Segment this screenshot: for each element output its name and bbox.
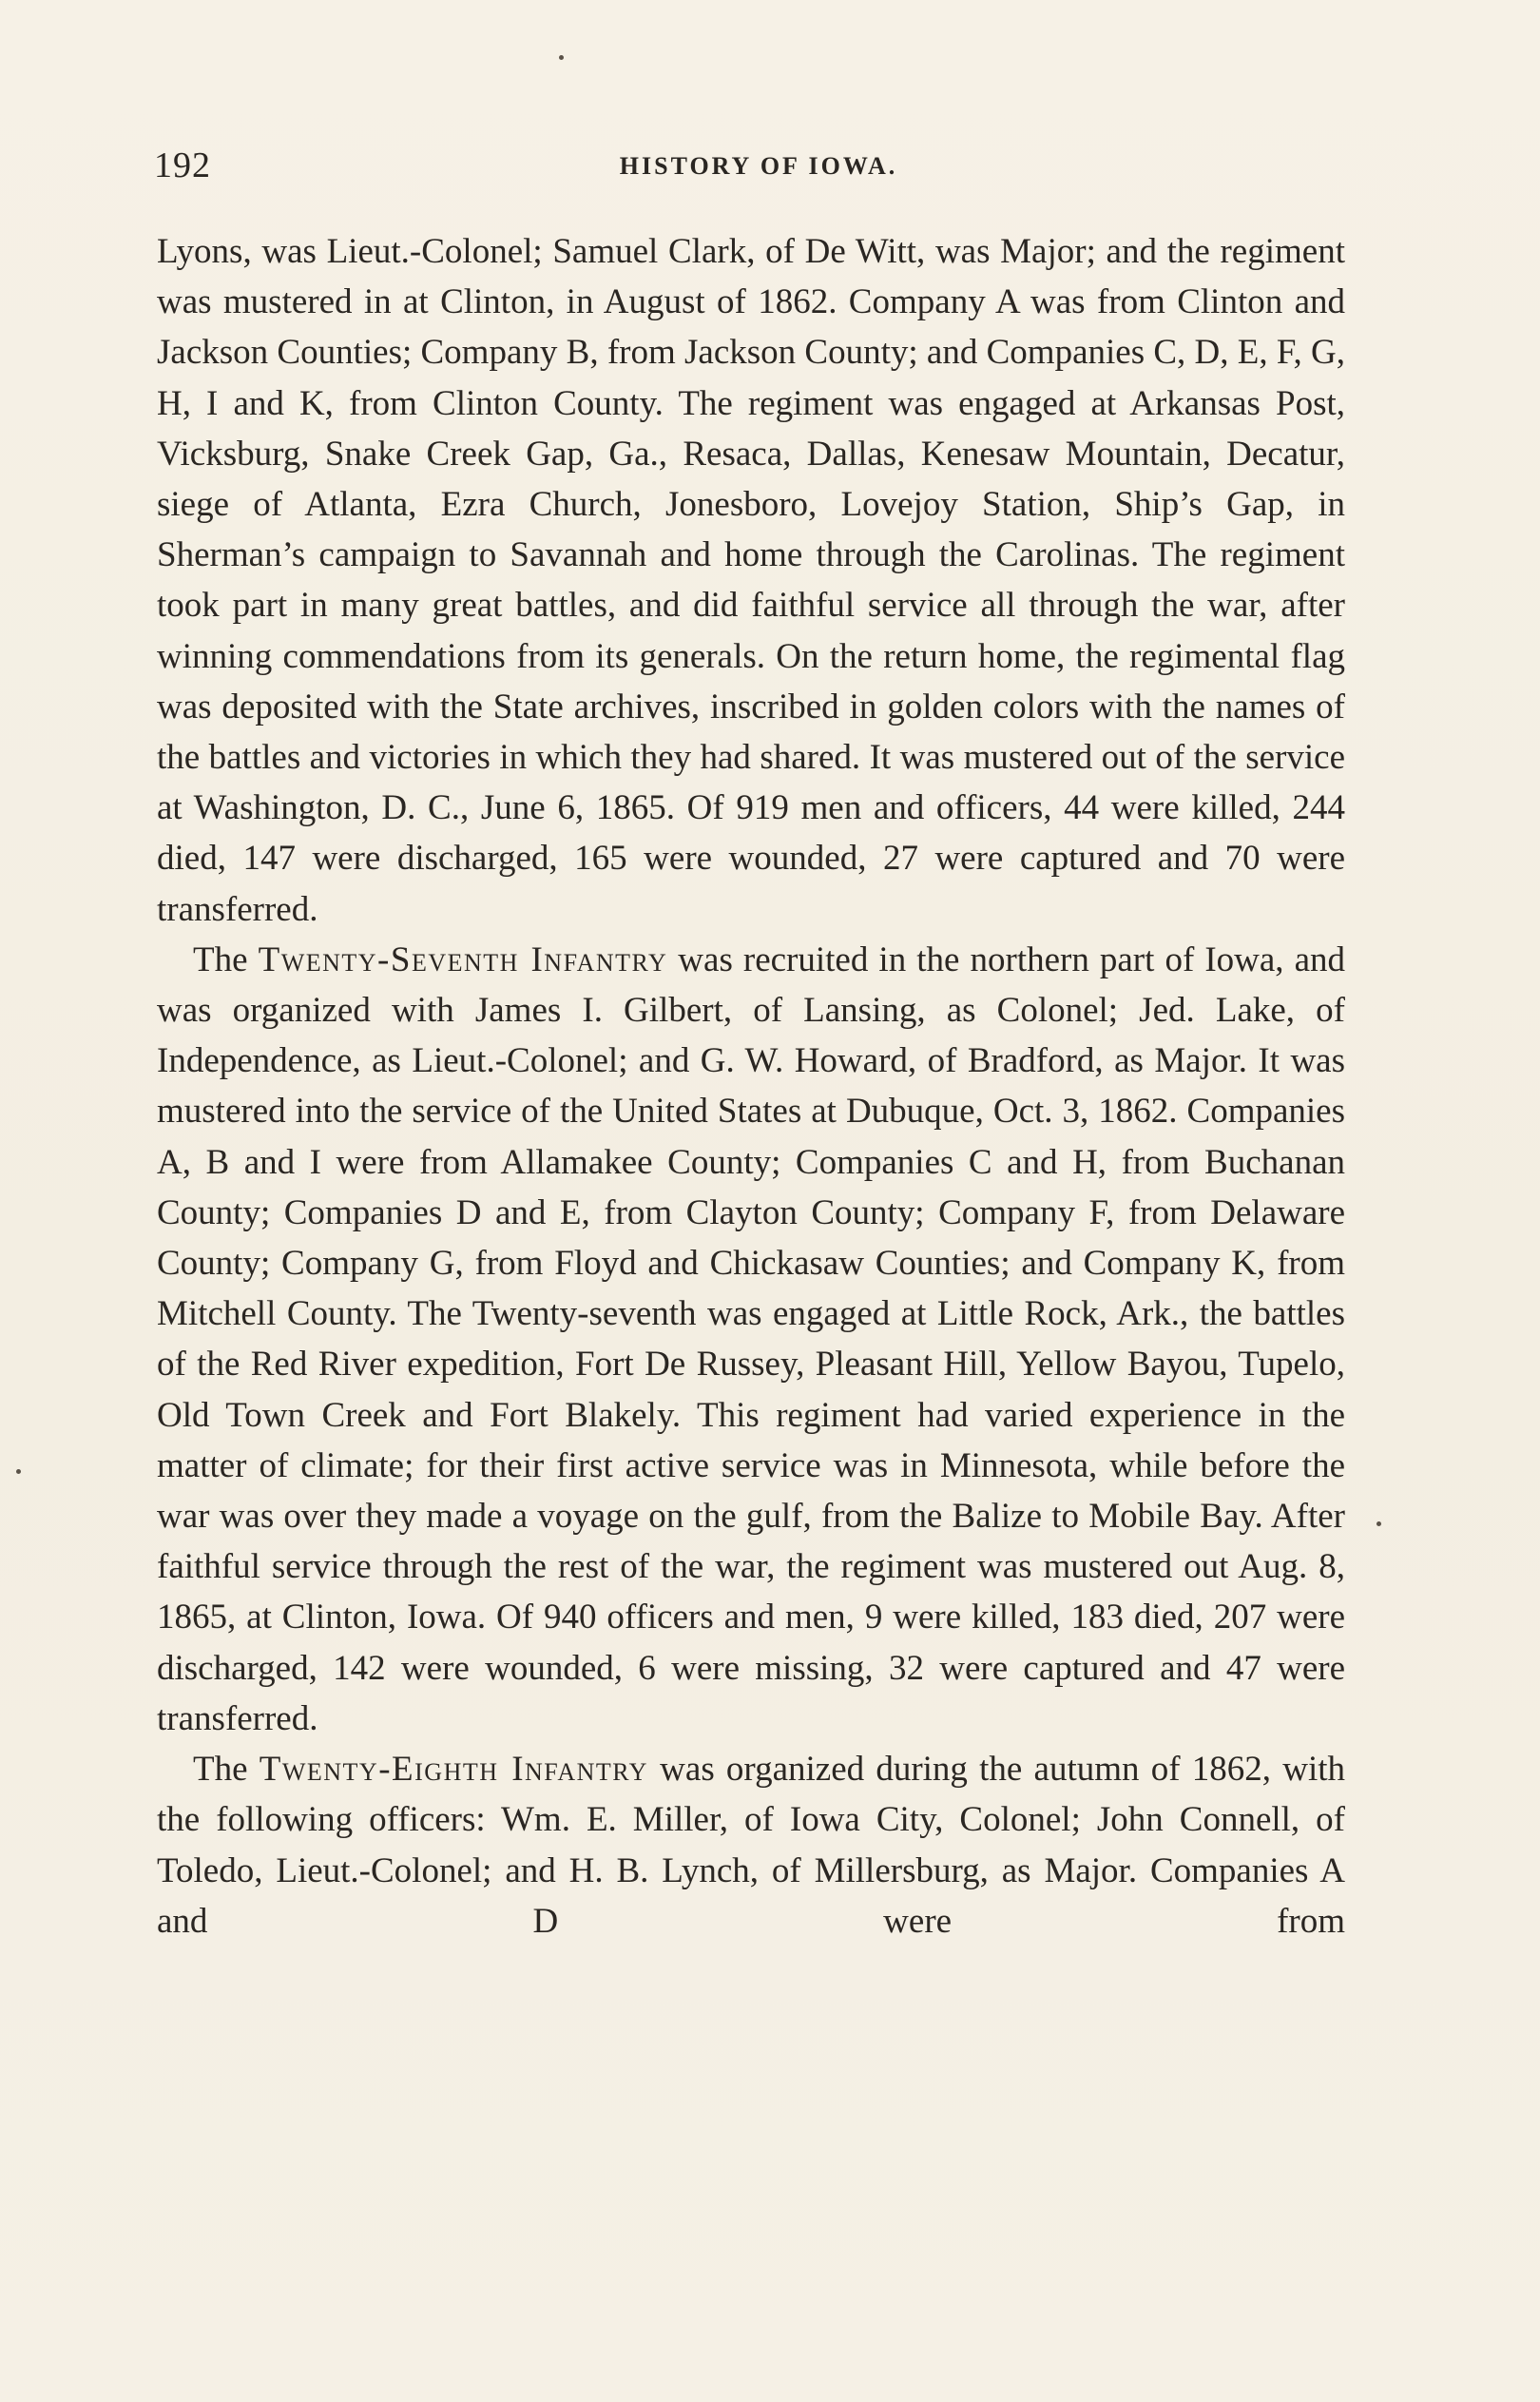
paragraph-3-lead: The bbox=[193, 1750, 248, 1790]
paragraph-1: Lyons, was Lieut.-Colonel; Samuel Clark, of De Witt, was Major; and the regiment was mustered in at Clinton, in August of 1862. Company A was from Clinton and Jackson Counties; Company B, from Jackson County; and Companies C, D, E, F, G, H, I and K, from Clinton County. The regiment was engaged at Arkansas Post, Vicksburg, Snake Creek Gap, Ga., Resaca, Dallas, Kenesaw Mountain, Decatur, siege of Atlanta, Ezra Church, Jonesboro, Lovejoy Station, Ship’s Gap, in Sherman’s campaign to Savannah and home through the Carolinas. The regiment took part in many great battles, and did faithful service all through the war, after winning commendations from its generals. On the return home, the regimental flag was deposited with the State archives, inscribed in golden colors with the names of the battles and victories in which they had shared. It was mustered out of the service at Washington, D. C., June 6, 1865. Of 919 men and officers, 44 were killed, 244 died, 147 were discharged, 165 were wounded, 27 were captured and 70 were transferred. bbox=[157, 232, 1345, 929]
body-text bbox=[157, 226, 1345, 1947]
paragraph-2-heading: Twenty-Seventh Infantry bbox=[258, 939, 668, 979]
paragraph-2 bbox=[157, 935, 1345, 1744]
running-head bbox=[154, 133, 1363, 190]
paragraph-3 bbox=[157, 1744, 1345, 1947]
margin-mark-left bbox=[16, 1469, 21, 1474]
page-number: 192 bbox=[154, 145, 211, 185]
paragraph-2-text: was recruited in the northern part of Iowa, and was organized with James I. Gilbert, of Lansing, as Colonel; Jed. Lake, of Independence, as Lieut.-Colonel; and G. W. Howard, of Bradford, as Major. It was mustered into the service of the United States at Dubuque, Oct. 3, 1862. Companies A, B and I were from Allamakee County; Companies C and H, from Buchanan County; Companies D and E, from Clayton County; Company F, from Delaware County; Company G, from Floyd and Chickasaw Counties; and Company K, from Mitchell County. The Twenty-seventh was engaged at Little Rock, Ark., the battles of the Red River expedition, Fort De Russey, Pleasant Hill, Yellow Bayou, Tupelo, Old Town Creek and Fort Blakely. This regiment had varied experience in the matter of climate; for their first active service was in Minnesota, while before the war was over they made a voyage on the gulf, from the Balize to Mobile Bay. After faithful service through the rest of the war, the regiment was mustered out Aug. 8, 1865, at Clinton, Iowa. Of 940 officers and men, 9 were killed, 183 died, 207 were discharged, 142 were wounded, 6 were missing, 32 were captured and 47 were transferred. bbox=[157, 939, 1346, 1738]
paragraph-2-lead: The bbox=[193, 939, 248, 979]
running-title: HISTORY OF IOWA. bbox=[619, 152, 898, 180]
print-speck bbox=[559, 55, 564, 60]
paragraph-3-text: was organized during the autumn of 1862, with the following officers: Wm. E. Miller, of Iowa City, Colonel; John Connell, of Toledo, Lieut.-Colonel; and H. B. Lynch, of Millersburg, as Major. Companies A and D were from bbox=[157, 1750, 1346, 1941]
margin-mark-right bbox=[1376, 1521, 1381, 1526]
paragraph-3-heading: Twenty-Eighth Infantry bbox=[259, 1750, 648, 1790]
